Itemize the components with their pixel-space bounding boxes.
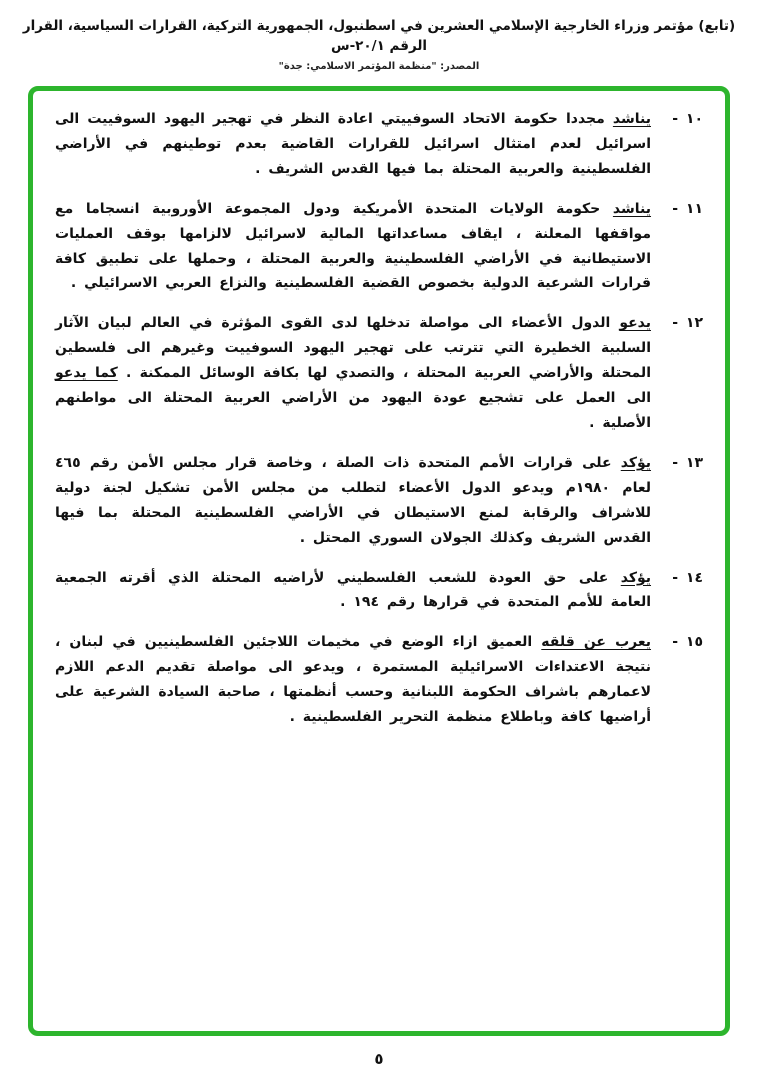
resolution-item <box>55 107 703 182</box>
resolution-item <box>55 451 703 551</box>
item-keyword-underlined: يدعو <box>619 315 651 332</box>
item-keyword-underlined: يناشد <box>612 200 652 217</box>
content-border-box <box>28 86 730 1036</box>
item-keyword-underlined: يؤكد <box>620 569 652 586</box>
item-text <box>55 566 651 616</box>
item-number: ١٣ - <box>672 454 703 471</box>
item-body-text: الى العمل على تشجيع عودة اليهود من الأراضي العربية المحتلة الى مواطنهم الأصلية . <box>55 390 651 431</box>
item-text <box>55 107 651 182</box>
item-number: ١٥ - <box>672 634 703 651</box>
resolution-item <box>55 197 703 297</box>
item-text <box>55 630 651 730</box>
item-body-text: العميق ازاء الوضع في مخيمات اللاجئين الفلسطينيين في لبنان ، نتيجة الاعتداءات الاسرائيلية المستمرة ، ويدعو الى مواصلة تقديم الدعم اللازم لاعمارهم باشراف الحكومة اللبنانية وحسب أنظمتها ، صاحبة السيادة الشرعية على أراضيها كافة وباطلاع منظمة التحرير الفلسطينية . <box>55 634 651 726</box>
item-body-text: الدول الأعضاء الى مواصلة تدخلها لدى القوى المؤثرة في العالم لبيان الآثار السلبية الخطيرة التي تترتب على تهجير اليهود السوفييت وغيرهم الى فلسطين المحتلة والأراضي العربية المحتلة ، والتصدي لها بكافة الوسائل الممكنة . <box>55 315 651 382</box>
item-keyword-underlined: كما يدعو <box>55 365 118 382</box>
resolution-item <box>55 630 703 730</box>
item-keyword-underlined: يعرب عن قلقه <box>541 634 652 651</box>
item-text <box>55 311 651 436</box>
item-keyword-underlined: يؤكد <box>620 454 652 471</box>
resolution-item <box>55 566 703 616</box>
item-number: ١٠ - <box>672 111 703 127</box>
item-number: ١١ - <box>672 200 703 217</box>
item-body-text: على قرارات الأمم المتحدة ذات الصلة ، وخاصة قرار مجلس الأمن رقم ٤٦٥ لعام ١٩٨٠م ويدعو الدول الأعضاء لتطلب من مجلس الأمن تشكيل لجنة دولية للاشراف والرقابة لمنع الاستيطان في الأراضي الفلسطينية المحتلة بما فيها القدس الشريف وكذلك الجولان السوري المحتل . <box>55 454 651 546</box>
item-body-text: حكومة الولايات المتحدة الأمريكية ودول المجموعة الأوروبية انسجاما مع مواقفها المعلنة ، ايقاف مساعداتها المالية لاسرائيل لالزامها بوقف العمليات الاستيطانية في الأراضي الفلسطينية والعربية المحتلة ، وحملها على تطبيق كافة قرارات الشرعية الدولية بخصوص القضية الفلسطينية والنزاع العربي الاسرائيلي . <box>55 200 651 292</box>
document-title: (تابع) مؤتمر وزراء الخارجية الإسلامي العشرين في اسطنبول، الجمهورية التركية، القرارات السياسية، القرار الرقم ٢٠/١-س <box>22 18 736 55</box>
item-text <box>55 451 651 551</box>
item-number: ١٤ - <box>672 569 703 586</box>
item-body-text: على حق العودة للشعب الفلسطيني لأراضيه المحتلة الذي أقرته الجمعية العامة للأمم المتحدة في قرارها رقم ١٩٤ . <box>55 569 651 611</box>
item-body-text: مجددا حكومة الاتحاد السوفييتي اعادة النظر في تهجير اليهود السوفييت الى اسرائيل لعدم امتثال اسرائيل للقرارات القاضية بعدم توطينهم في الأراضي الفلسطينية والعربية المحتلة بما فيها القدس الشريف . <box>55 111 651 177</box>
item-keyword-underlined: يناشد <box>612 111 651 127</box>
source-line: المصدر: "منظمة المؤتمر الاسلامي: جدة" <box>278 60 480 72</box>
item-number: ١٢ - <box>672 315 703 332</box>
page-number: ٥ <box>374 1050 384 1068</box>
resolution-item <box>55 311 703 436</box>
item-text <box>55 197 651 297</box>
resolution-items-list <box>55 107 703 730</box>
